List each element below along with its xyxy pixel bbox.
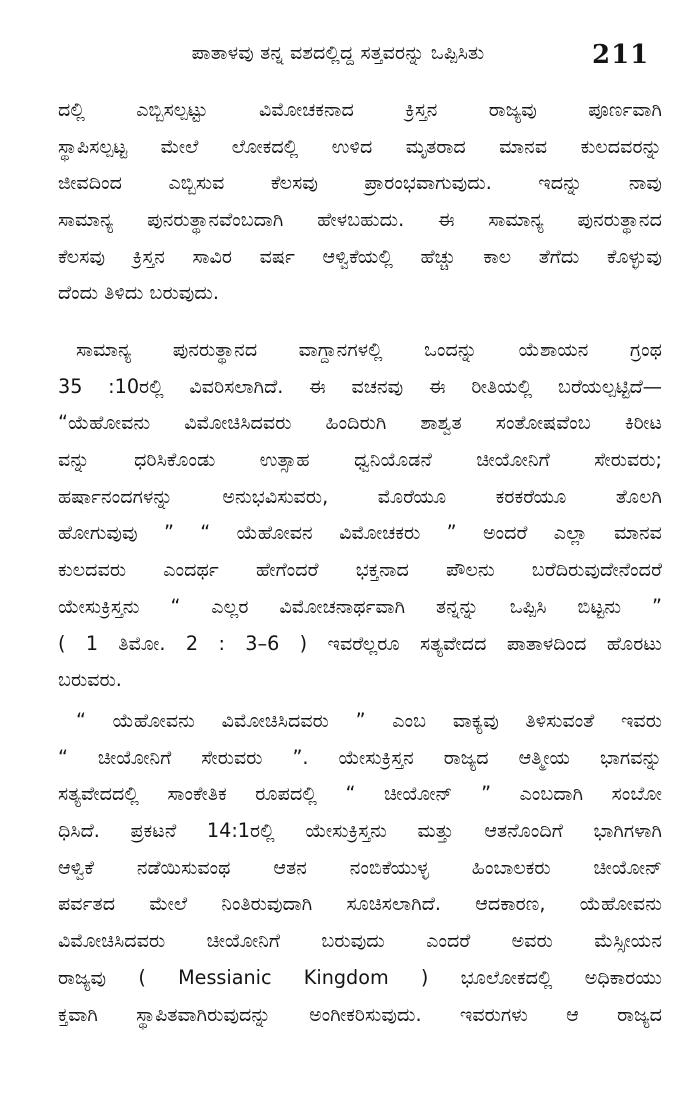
paragraph-2 <box>58 332 662 699</box>
text-line: ಸಾಮಾನ್ಯ ಪುನರುತ್ಥಾನವೆಂಬದಾಗಿ ಹೇಳಬಹುದು. ಈ ಸಾಮಾನ್ಯ ಪುನರುತ್ಥಾನದ <box>58 208 662 232</box>
text-line: ವನ್ನು ಧರಿಸಿಕೊಂಡು ಉತ್ಸಾಹ ಧ್ವನಿಯೊಡನೆ ಚೀಯೋನಿಗೆ ಸೇರುವರು; <box>58 448 662 472</box>
text-line: ಹೋಗುವುವು ” “ ಯೆಹೋವನ ವಿಮೋಚಕರು ” ಅಂದರೆ ಎಲ್ಲಾ ಮಾನವ <box>58 521 662 545</box>
text-line: “ ಯೆಹೋವನು ವಿಮೋಚಿಸಿದವರು ” ಎಂಬ ವಾಕ್ಯವು ತಿಳಿಸುವಂತೆ ಇವರು <box>76 709 662 732</box>
text-line: “ ಚೀಯೋನಿಗೆ ಸೇರುವರು ”. ಯೇಸುಕ್ರಿಸ್ತನ ರಾಜ್ಯದ ಆತ್ಮೀಯ ಭಾಗವನ್ನು <box>58 745 662 769</box>
text-line: ಯೇಸುಕ್ರಿಸ್ತನು “ ಎಲ್ಲರ ವಿಮೋಚನಾರ್ಥವಾಗಿ ತನ್ನನ್ನು ಒಪ್ಪಿಸಿ ಬಿಟ್ಟನು ” <box>58 594 662 618</box>
text-line: ಸ್ಥಾಪಿಸಲ್ಪಟ್ಟ ಮೇಲೆ ಲೋಕದಲ್ಲಿ ಉಳಿದ ಮೃತರಾದ ಮಾನವ ಕುಲದವರನ್ನು <box>58 134 662 158</box>
text-line: ಸಾಮಾನ್ಯ ಪುನರುತ್ಥಾನದ ವಾಗ್ದಾನಗಳಲ್ಲಿ ಒಂದನ್ನು ಯೆಶಾಯನ ಗ್ರಂಥ <box>76 338 662 361</box>
text-line: ಪರ್ವತದ ಮೇಲೆ ನಿಂತಿರುವುದಾಗಿ ಸೂಚಿಸಲಾಗಿದೆ. ಆದಕಾರಣ, ಯೆಹೋವನು <box>58 892 662 916</box>
text-line: ಆಳ್ವಿಕೆ ನಡೆಯಿಸುವಂಥ ಆತನ ನಂಬಿಕೆಯುಳ್ಳ ಹಿಂಬಾಲಕರು ಚೀಯೋನ್ <box>58 855 662 879</box>
text-line: ಹರ್ಷಾನಂದಗಳನ್ನು ಅನುಭವಿಸುವರು, ಮೊರೆಯೂ ಕರಕರೆಯೂ ತೊಲಗಿ <box>58 484 662 508</box>
paragraph-1 <box>58 92 662 312</box>
text-line: ( 1 ತಿಮೋ. 2 : 3–6 ) ಇವರೆಲ್ಲರೂ ಸತ್ಯವೇದದ ಪಾತಾಳದಿಂದ ಹೊರಟು <box>58 631 662 655</box>
text-line: 35 :10ರಲ್ಲಿ ವಿವರಿಸಲಾಗಿದೆ. ಈ ವಚನವು ಈ ರೀತಿಯಲ್ಲಿ ಬರೆಯಲ್ಪಟ್ಟಿದೆ— <box>58 374 662 398</box>
text-line: ಕೆಲಸವು ಕ್ರಿಸ್ತನ ಸಾವಿರ ವರ್ಷ ಆಳ್ವಿಕೆಯಲ್ಲಿ ಹೆಚ್ಚು ಕಾಲ ತೆಗೆದು ಕೊಳ್ಳುವು <box>58 244 662 268</box>
text-line: ವಿಮೋಚಿಸಿದವರು ಚೀಯೋನಿಗೆ ಬರುವುದು ಎಂದರೆ ಅವರು ಮೆಸ್ಸೀಯನ <box>58 929 662 953</box>
text-line: ದಲ್ಲಿ ಎಬ್ಬಿಸಲ್ಪಟ್ಟು ವಿಮೋಚಕನಾದ ಕ್ರಿಸ್ತನ ರಾಜ್ಯವು ಪೂರ್ಣವಾಗಿ <box>58 98 662 121</box>
text-line: ಕ್ತವಾಗಿ ಸ್ಥಾಪಿತವಾಗಿರುವುದನ್ನು ಅಂಗೀಕರಿಸುವುದು. ಇವರುಗಳು ಆ ರಾಜ್ಯದ <box>58 1002 662 1026</box>
text-line: ರಾಜ್ಯವು ( Messianic Kingdom ) ಭೂಲೋಕದಲ್ಲಿ ಅಧಿಕಾರಯು <box>58 965 662 989</box>
paragraph-3 <box>58 703 662 1033</box>
text-line: ಬರುವರು. <box>58 668 122 692</box>
text-line: ಕುಲದವರು ಎಂದರ್ಥ ಹೇಗೆಂದರೆ ಭಕ್ತನಾದ ಪೌಲನು ಬರೆದಿರುವುದೇನೆಂದರೆ <box>58 558 662 582</box>
page-number: 211 <box>592 40 650 70</box>
text-line: ಸತ್ಯವೇದದಲ್ಲಿ ಸಾಂಕೇತಿಕ ರೂಪದಲ್ಲಿ “ ಚೀಯೋನ್ ” ಎಂಬದಾಗಿ ಸಂಬೋ <box>58 782 662 806</box>
text-line: ಧಿಸಿದೆ. ಪ್ರಕಟನೆ 14:1ರಲ್ಲಿ ಯೇಸುಕ್ರಿಸ್ತನು ಮತ್ತು ಆತನೊಂದಿಗೆ ಭಾಗಿಗಳಾಗಿ <box>58 819 662 843</box>
text-line: ದೆಂದು ತಿಳಿದು ಬರುವುದು. <box>58 281 219 305</box>
text-line: “ಯೆಹೋವನು ವಿಮೋಚಿಸಿದವರು ಹಿಂದಿರುಗಿ ಶಾಶ್ವತ ಸಂತೋಷವೆಂಬ ಕಿರೀಟ <box>58 411 662 435</box>
running-title: ಪಾತಾಳವು ತನ್ನ ವಶದಲ್ಲಿದ್ದ ಸತ್ತವರನ್ನು ಒಪ್ಪಿಸಿತು <box>191 42 485 64</box>
text-line: ಜೀವದಿಂದ ಎಬ್ಬಿಸುವ ಕೆಲಸವು ಪ್ರಾರಂಭವಾಗುವುದು. ಇದನ್ನು ನಾವು <box>58 171 662 195</box>
